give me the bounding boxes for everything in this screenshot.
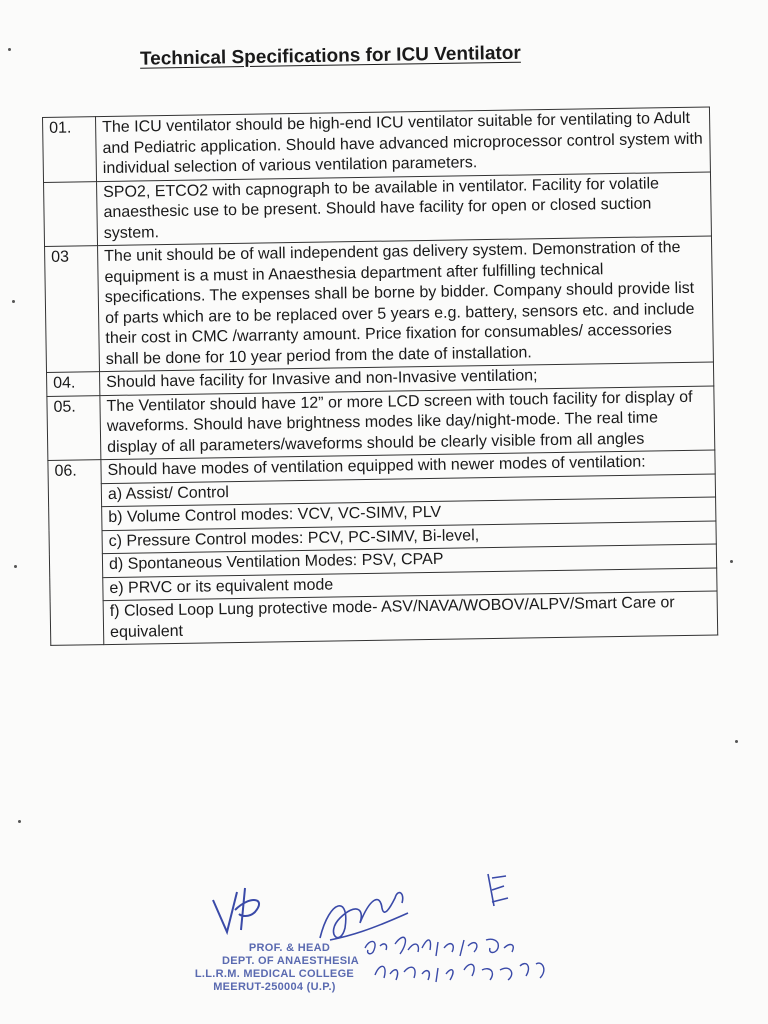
specifications-table [42,107,718,646]
department-stamp [190,942,359,994]
row-number: 05. [47,395,101,460]
mode-item: c) Pressure Control modes: PCV, PC-SIMV, Bi-level, [102,520,716,553]
stamp-line: MEERUT-250004 (U.P.) [213,981,336,993]
row-text: Should have facility for Invasive and non-Invasive ventilation; [100,362,714,395]
row-number [44,181,98,246]
spec-row-05 [47,385,715,460]
stamp-line: DEPT. OF ANAESTHESIA [222,955,359,967]
stamp-line: PROF. & HEAD [248,942,331,954]
scan-speck [18,820,21,823]
mode-item: b) Volume Control modes: VCV, VC-SIMV, PLV [102,497,716,530]
mode-item: d) Spontaneous Ventilation Modes: PSV, CPAP [102,544,716,577]
spec-row-01 [43,107,711,182]
row-number: 03 [45,246,100,373]
signature-mark-image [480,868,520,913]
mode-item: f) Closed Loop Lung protective mode- ASV/NAVA/WOBOV/ALPV/Smart Care or equivalent [103,591,718,645]
mode-item: a) Assist/ Control [101,473,715,506]
mode-item: e) PRVC or its equivalent mode [103,567,717,600]
row-text: SPO2, ETCO2 with capnograph to be available in ventilator. Facility for volatile anaesthesic use to be present. Should have facility for open or closed suction system. [97,172,712,246]
document-title: Technical Specifications for ICU Ventilator [139,42,521,70]
stamp-line: L.L.R.M. MEDICAL COLLEGE [194,968,355,980]
row-text: The Ventilator should have 12” or more LCD screen with touch facility for display of waveforms. Should have brightness modes like day/night-mode. The real time display of all parameters/waveforms should be clearly visible from all angles [100,385,715,459]
row-text: The unit should be of wall independent gas delivery system. Demonstration of the equipment is a must in Anaesthesia department after fulfilling technical specifications. The expenses shall be borne by bidder. Company should provide list of parts which are to be replaced over 5 years e.g. battery, sensors etc. and include their cost in CMC /warranty amount. Price fixation for consumables/ accessories shall be done for 10 year period from the date of installation. [98,236,714,372]
scan-speck [14,565,17,568]
scan-speck [730,560,733,563]
spec-row-03 [45,236,714,372]
row-number: 04. [47,372,100,396]
scan-speck [12,300,15,303]
spec-row-02 [44,172,712,247]
row-text: Should have modes of ventilation equipped with newer modes of ventilation: [101,450,715,483]
signature-initials-image [205,880,275,945]
handwritten-signature-image [360,930,560,995]
row-number: 06. [48,460,104,646]
mode-row-f [50,591,718,645]
row-text: The ICU ventilator should be high-end ICU ventilator suitable for ventilating to Adult and Pediatric application. Should have advanced microprocessor control system with individual selection of various ventilation parameters. [96,107,711,181]
scan-speck [8,48,11,51]
scan-speck [735,740,738,743]
row-number: 01. [43,117,97,182]
